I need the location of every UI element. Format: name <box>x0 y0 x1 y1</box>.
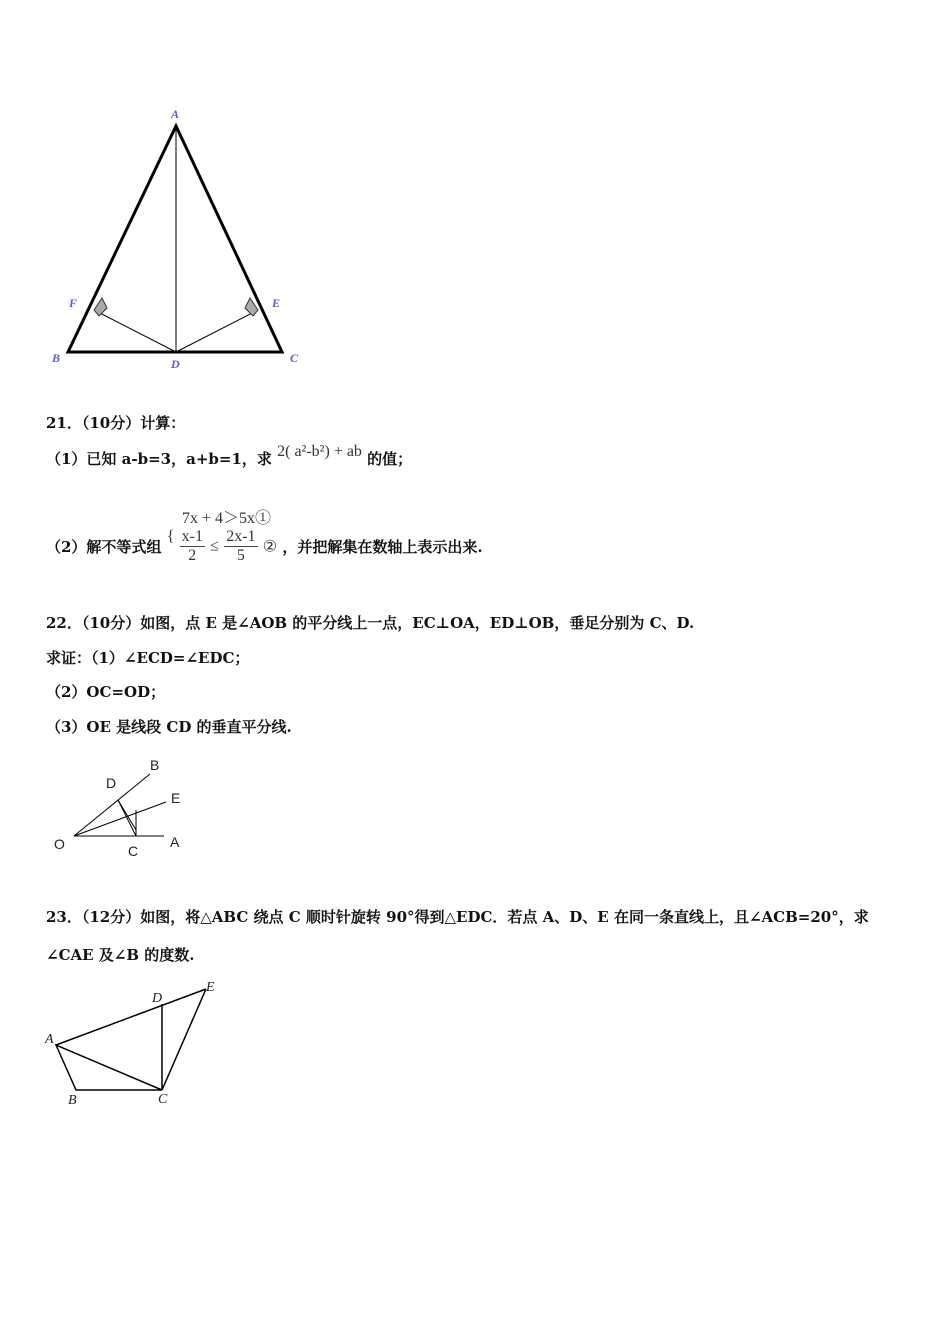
q21-fraction-1-num: x-1 <box>181 528 203 545</box>
q21-part1-expression: 2( a²-b²) + ab <box>277 443 362 460</box>
label-d: D <box>171 357 180 371</box>
label-o: O <box>54 836 65 852</box>
label-d: D <box>106 775 117 791</box>
label-a: A <box>170 834 180 850</box>
label-c: C <box>128 843 139 859</box>
q23-line-2: ∠CAE 及∠B 的度数. <box>46 946 195 964</box>
q21-fraction-2-num: 2x-1 <box>226 528 256 545</box>
q21-inequality-1: 7x + 4＞5x① <box>182 510 272 527</box>
q21-brace: { <box>166 528 175 545</box>
segment-de <box>176 310 258 352</box>
label-b: B <box>150 757 160 773</box>
figure-triangle-abc <box>40 100 320 380</box>
label-e: E <box>206 980 215 995</box>
label-b: B <box>68 1093 77 1108</box>
segment-ce <box>162 989 206 1090</box>
q22-title: 22．（10分）如图，点 E 是∠AOB 的平分线上一点，EC⊥OA，ED⊥OB，垂足分别为 C、D. <box>46 614 695 632</box>
label-c: C <box>158 1092 168 1107</box>
line-ade <box>56 989 206 1045</box>
q21-part1-suffix: 的值； <box>367 450 413 468</box>
label-d: D <box>152 991 163 1006</box>
q21-fraction-2-den: 5 <box>236 547 245 564</box>
label-e: E <box>272 296 281 310</box>
q21-part2 <box>46 528 483 584</box>
triangle-abc <box>56 1045 162 1090</box>
q21-title: 21．（10分）计算： <box>46 414 186 432</box>
right-angle-e <box>245 298 258 316</box>
q21-part2-prefix: （2）解不等式组 <box>46 538 162 556</box>
label-b: B <box>52 351 61 365</box>
label-a: A <box>171 107 180 121</box>
q21-part1 <box>46 443 413 469</box>
segment-dc <box>118 800 136 836</box>
q21-circle-2: ② <box>262 538 278 556</box>
q22-proof-3: （3）OE 是线段 CD 的垂直平分线. <box>46 718 292 736</box>
triangle-abc <box>68 126 282 352</box>
segment-df <box>94 310 176 352</box>
label-c: C <box>290 351 299 365</box>
q21-fraction-2 <box>224 528 257 565</box>
q21-part1-prefix: （1）已知 a-b=3，a+b=1，求 <box>46 450 272 468</box>
q21-part2-suffix: ，并把解集在数轴上表示出来. <box>282 538 483 556</box>
label-a: A <box>45 1032 54 1047</box>
q21-le-sign: ≤ <box>210 537 219 555</box>
q22-proof-1: 求证：（1）∠ECD=∠EDC； <box>46 649 250 667</box>
ray-oe <box>74 802 166 836</box>
figure-angle-bisector <box>46 750 196 865</box>
figure-rotation <box>40 975 230 1110</box>
label-f: F <box>69 296 78 310</box>
right-angle-f <box>94 298 107 316</box>
q22-proof-2: （2）OC=OD； <box>46 683 166 701</box>
q23-line-1: 23．（12分）如图，将△ABC 绕点 C 顺时针旋转 90°得到△EDC．若点 A、D、E 在同一条直线上，且∠ACB=20°，求 <box>46 908 869 926</box>
label-e: E <box>171 790 181 806</box>
q21-fraction-1 <box>180 528 205 565</box>
q21-fraction-1-den: 2 <box>188 547 197 564</box>
